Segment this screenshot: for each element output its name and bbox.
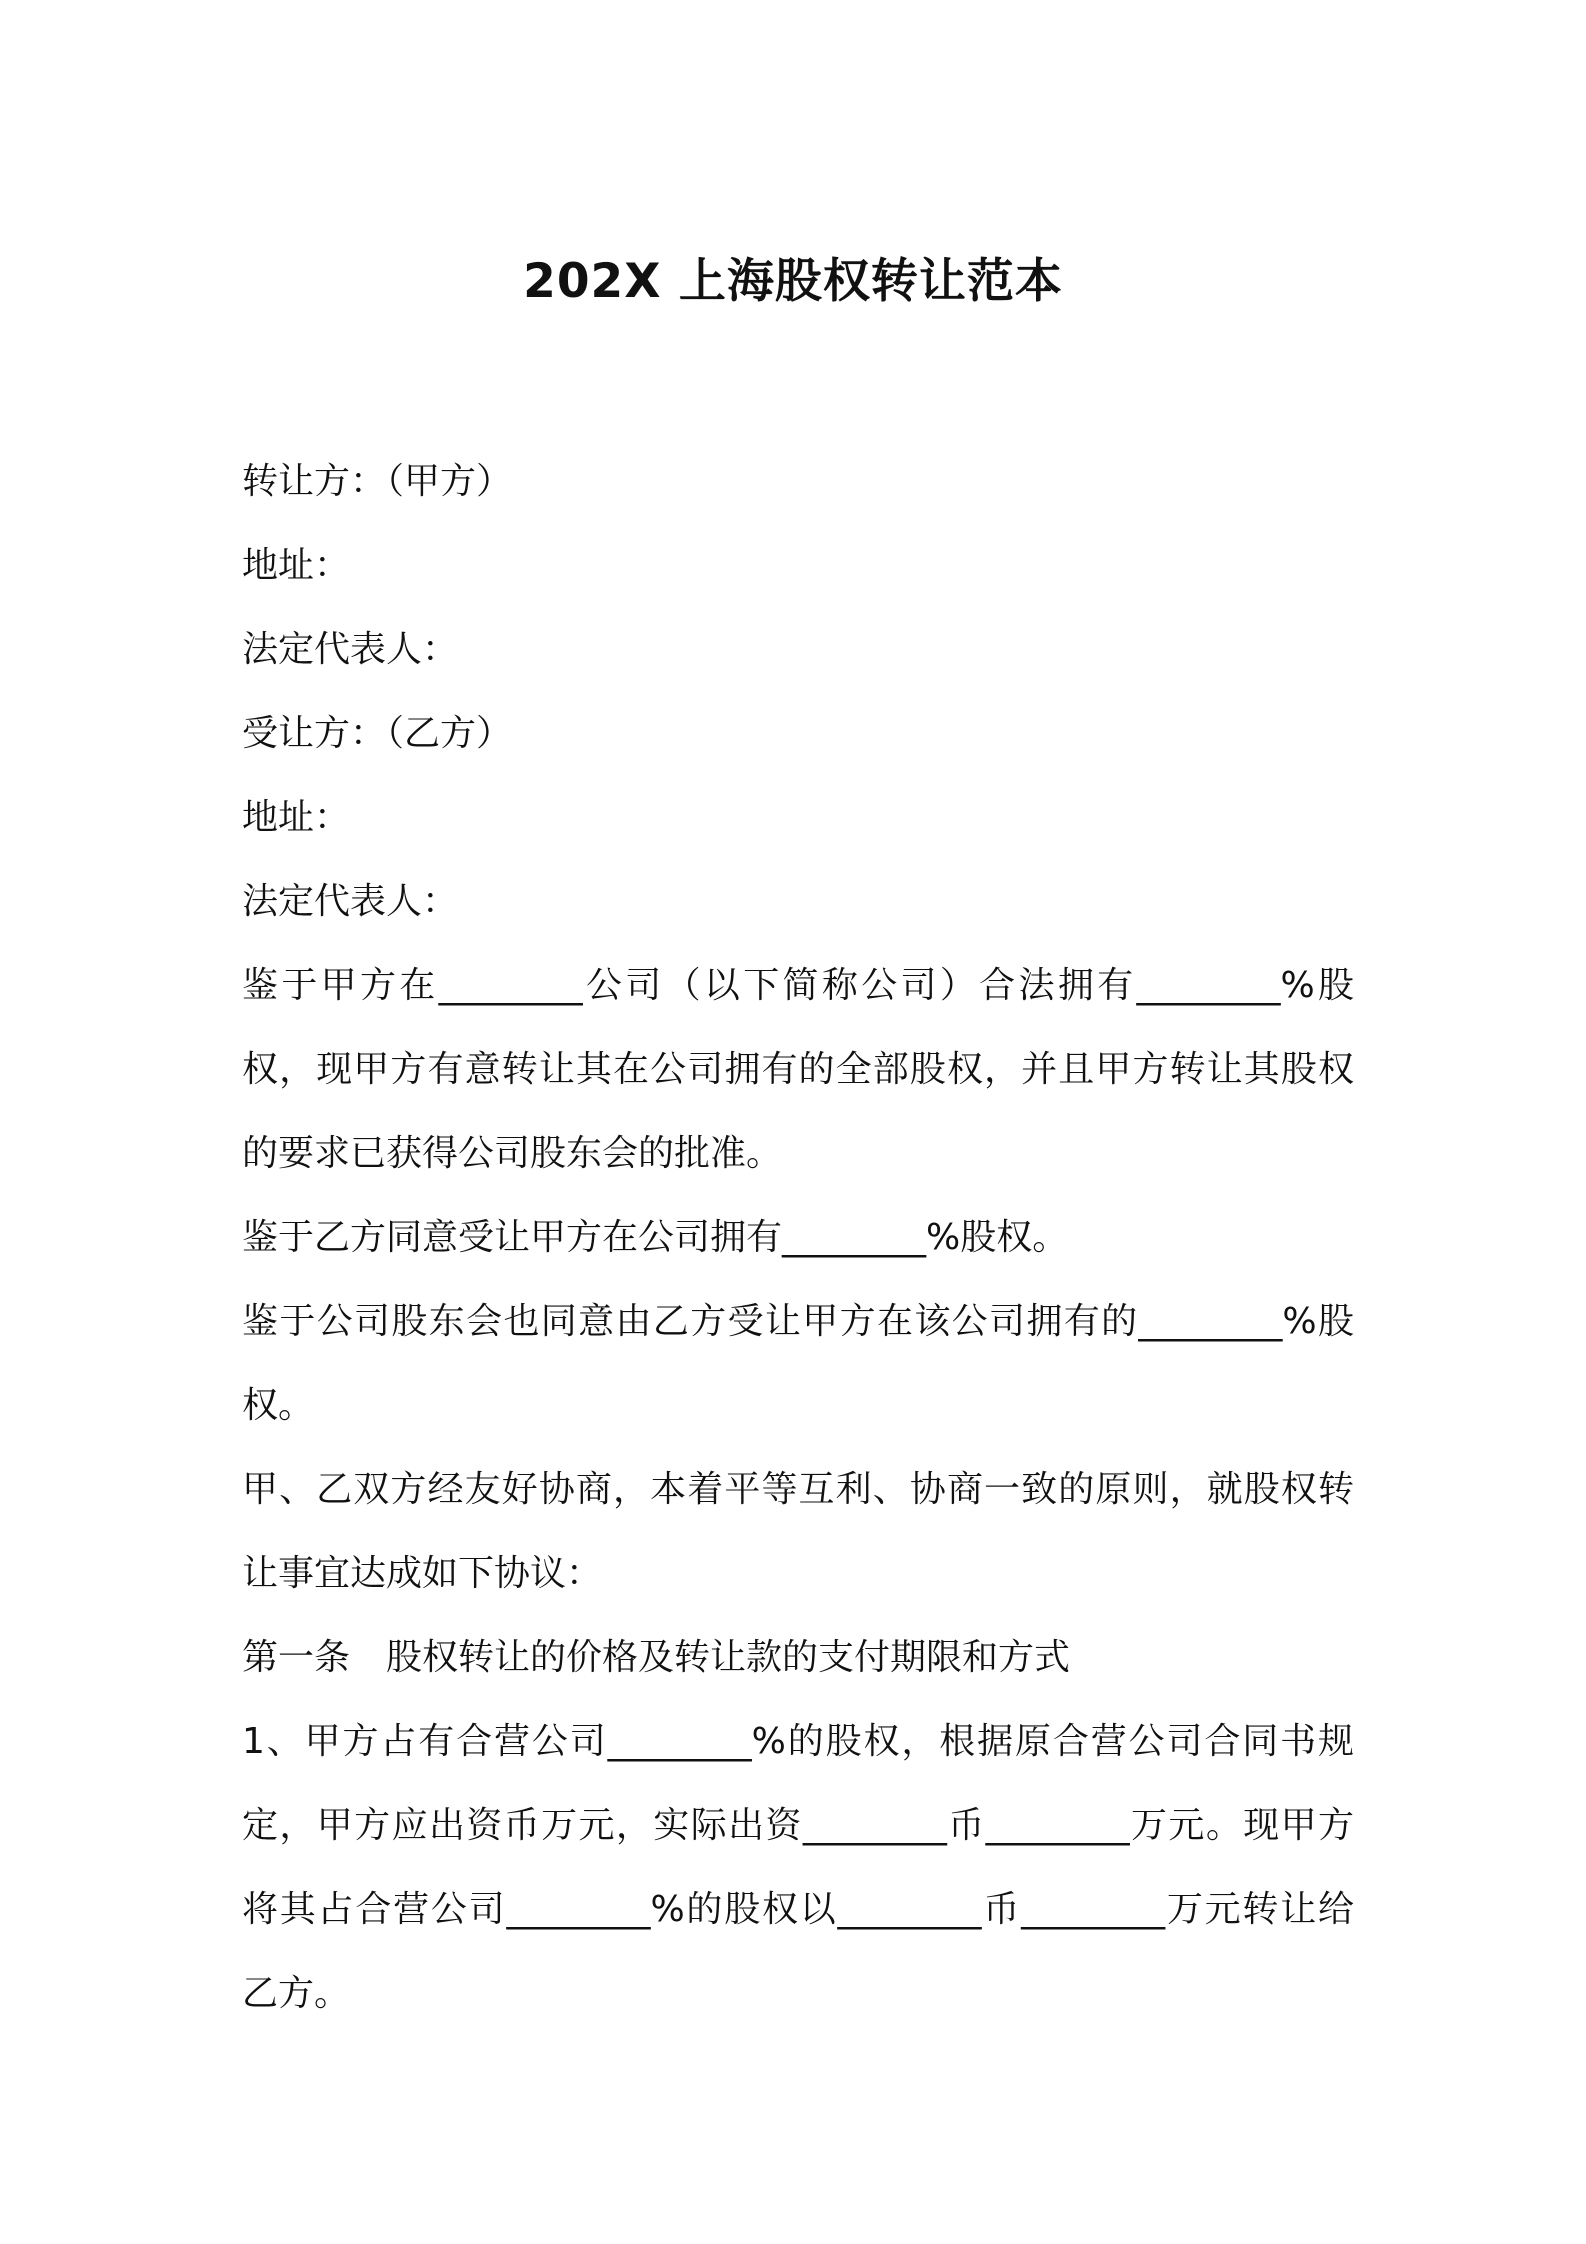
recital-paragraph-3: 鉴于公司股东会也同意由乙方受让甲方在该公司拥有的________%股权。 (242, 1301, 1354, 1426)
transferor-line: 转让方：（甲方） (242, 461, 513, 502)
document-title: 202X 上海股权转让范本 (523, 254, 1063, 309)
document-body (242, 440, 1354, 2036)
transferor-representative-line: 法定代表人： (242, 629, 459, 670)
transferor-address-line: 地址： (242, 545, 351, 586)
transferee-address-line: 地址： (242, 797, 351, 838)
recital-paragraph-1: 鉴于甲方在________公司（以下简称公司）合法拥有________%股权，现甲方有意转让其在公司拥有的全部股权，并且甲方转让其股权的要求已获得公司股东会的批准。 (242, 965, 1354, 1174)
transferee-line: 受让方：（乙方） (242, 713, 513, 754)
recital-paragraph-4: 甲、乙双方经友好协商，本着平等互利、协商一致的原则，就股权转让事宜达成如下协议： (242, 1469, 1354, 1594)
recital-paragraph-2: 鉴于乙方同意受让甲方在公司拥有________%股权。 (242, 1217, 1069, 1258)
article-1-clause-1: 1、甲方占有合营公司________%的股权，根据原合营公司合同书规定，甲方应出资币万元，实际出资________币________万元。现甲方将其占合营公司________%的股权以________币________万元转让给乙方。 (242, 1721, 1354, 2014)
article-1-heading: 第一条 股权转让的价格及转让款的支付期限和方式 (242, 1637, 1071, 1678)
transferee-representative-line: 法定代表人： (242, 881, 459, 922)
